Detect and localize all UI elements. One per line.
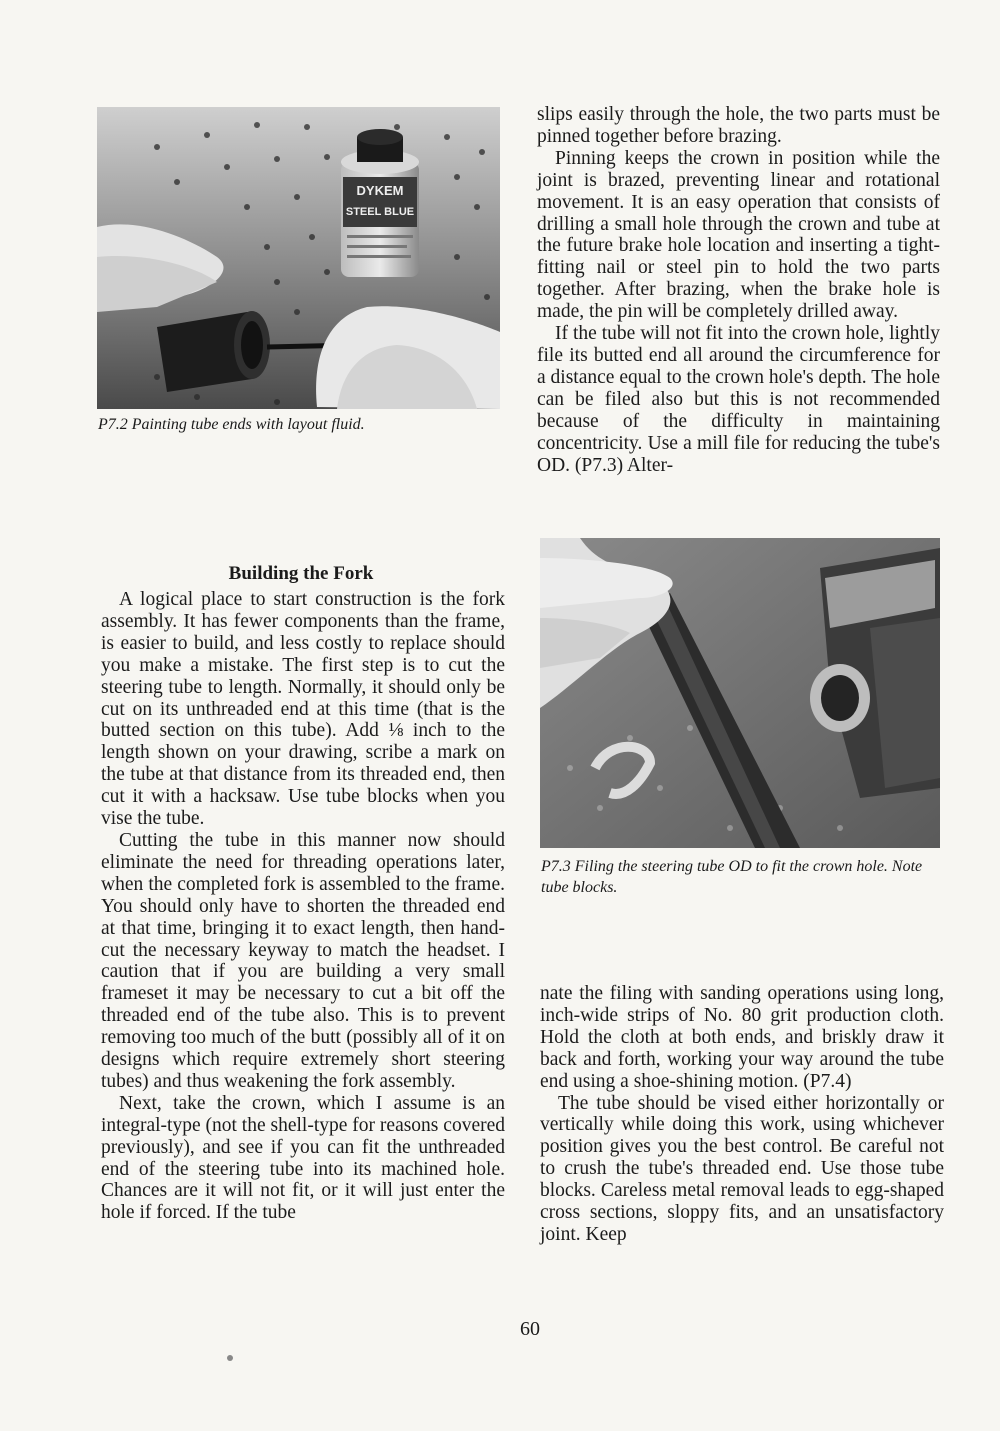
photo-painting-tube-ends [97,107,500,409]
paragraph: Next, take the crown, which I assume is an integral-type (not the shell-type for reasons covered previously), and see if you can fit the unthreaded end of the steering tube into its machined hole. Chances are it will not fit, or it will just enter the hole if forced. If the tube [101,1092,505,1224]
paragraph: slips easily through the hole, the two parts must be pinned together before brazing. [537,104,940,147]
left-column-body [101,589,505,1224]
can-product-text: STEEL BLUE [345,206,415,218]
section-heading: Building the Fork [228,563,374,584]
paragraph: The tube should be vised either horizontally or vertically while doing this work, using whichever position gives you the best control. Be careful not to crush the tube's threaded end. Use those tube blocks. Careless metal removal leads to egg-shaped cross sections, sloppy fits, and an unsatisfactory joint. Keep [540,1092,944,1245]
page-number: 60 [520,1318,540,1340]
figure-caption-p7-2: P7.2 Painting tube ends with layout fluid. [98,416,365,433]
paragraph: Cutting the tube in this manner now should eliminate the need for threading operations later, when the completed fork is assembled to the frame. You should only have to shorten the threaded end at that time, bringing it to exact length, then hand-cut the necessary keyway to match the headset. I caution that if you are building a very small frameset it may be necessary to cut a bit off the threaded end of the tube also. This is to prevent removing too much of the butt (possibly all of it on designs which require extremely short steering tubes) and thus weakening the fork assembly. [101,829,505,1092]
print-speck [227,1355,233,1361]
paragraph: A logical place to start construction is the fork assembly. It has fewer components than the frame, is easier to build, and less costly to replace should you make a mistake. The first step is to cut the steering tube to length. Normally, it should only be cut on its unthreaded end at this time (that is the butted section on this tube). Add ⅛ inch to the length shown on your drawing, scribe a mark on the tube at that distance from its threaded end, then cut it with a hacksaw. Use tube blocks when you vise the tube. [101,589,505,830]
photo-p7-3-illustration [540,538,940,848]
paragraph: nate the filing with sanding operations using long, inch-wide strips of No. 80 grit production cloth. Hold the cloth at both ends, and briskly draw it back and forth, working your way around the tube end using a shoe-shining motion. (P7.4) [540,983,944,1092]
photo-p7-2-illustration [97,107,500,409]
right-column-bottom [540,983,944,1246]
figure-caption-p7-3: P7.3 Filing the steering tube OD to fit the crown hole. Note tube blocks. [541,858,923,896]
paragraph: Pinning keeps the crown in position while the joint is brazed, preventing linear and rotational movement. It is an easy operation that consists of drilling a small hole through the crown and tube at the future brake hole location and inserting a tight-fitting nail or steel pin to hold the two parts together. After brazing, when the brake hole is made, the pin will be completely drilled away. [537,147,940,323]
photo-filing-steering-tube [540,538,940,848]
paragraph: If the tube will not fit into the crown hole, lightly file its butted end all around the circumference for a distance equal to the crown hole's depth. The hole can be filed also but this is not recommended because of the difficulty in maintaining concentricity. Use a mill file for reducing the tube's OD. (P7.3) Alter- [537,323,940,476]
right-column-top [537,104,940,476]
can-brand-text: DYKEM [356,183,404,198]
